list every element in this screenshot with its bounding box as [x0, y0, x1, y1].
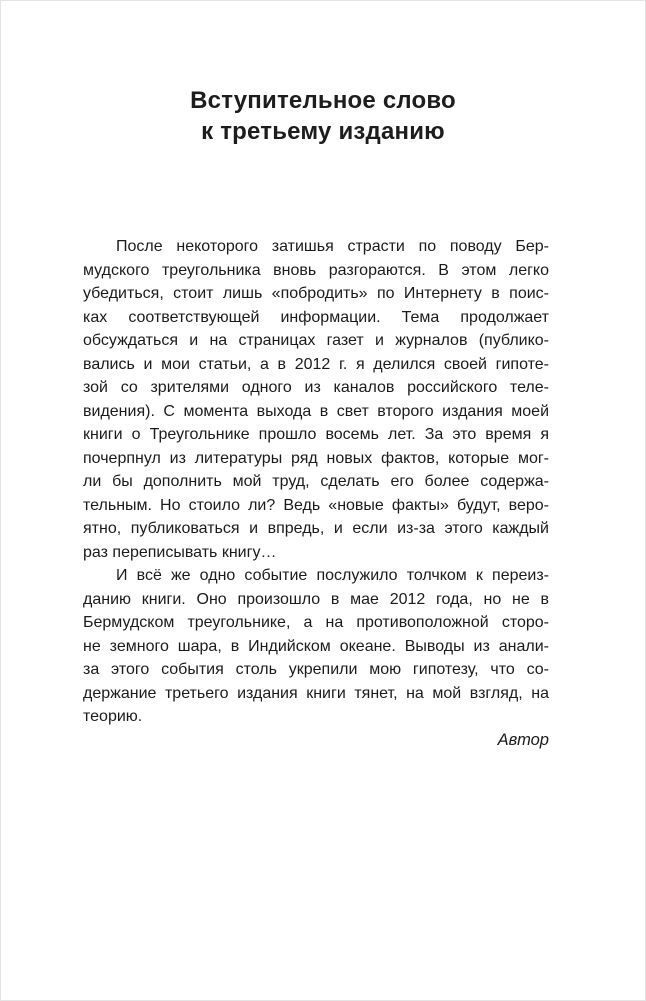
text-line: обсуждаться и на страницах газет и журналов (публико- [83, 332, 549, 349]
paragraph-2 [83, 564, 549, 729]
text-line: данию книги. Оно произошло в мае 2012 года, но не в [83, 590, 549, 608]
text-line: теорию. [83, 708, 143, 725]
text-line: раз переписывать книгу… [83, 543, 277, 561]
text-line: зой со зрителями одного из каналов российского теле- [83, 379, 549, 396]
body-text [83, 235, 549, 752]
text-line: держание третьего издания книги тянет, на мой взгляд, на [83, 684, 549, 702]
text-line: за этого события столь укрепили мою гипотезу, что со- [83, 661, 549, 678]
text-line: не земного шара, в Индийском океане. Выводы из анали- [83, 637, 549, 655]
text-line: ли бы дополнить мой труд, сделать его более содержа- [83, 473, 549, 490]
text-line: видения). С момента выхода в свет второго издания моей [83, 402, 549, 420]
text-line: После некоторого затишья страсти по поводу Бер- [116, 238, 549, 255]
text-line: убедиться, стоит лишь «побродить» по Интернету в поис- [83, 285, 549, 302]
text-line: мудского треугольника вновь разгораются. В этом легко [83, 261, 549, 279]
author-signature: Автор [497, 730, 549, 749]
chapter-title [1, 1, 645, 147]
text-line: вались и мои статьи, а в 2012 г. я делился своей гипоте- [83, 355, 549, 373]
text-line: ках соответствующей информации. Тема продолжает [83, 308, 549, 326]
text-line: Бермудском треугольнике, а на противоположной сторо- [83, 614, 549, 631]
text-line: тельным. Но стоило ли? Ведь «новые факты» будут, веро- [83, 496, 549, 514]
chapter-title-line-2: к третьему изданию [201, 118, 445, 145]
text-line: И всё же одно событие послужило толчком к переиз- [116, 567, 549, 584]
chapter-title-line-1: Вступительное слово [190, 87, 456, 114]
text-line: ятно, публиковаться и впредь, и если из-за этого каждый [83, 520, 549, 537]
paragraph-1 [83, 235, 549, 564]
text-line: книги о Треугольнике прошло восемь лет. За это время я [83, 426, 549, 443]
text-line: почерпнул из литературы ряд новых фактов, которые мог- [83, 449, 549, 467]
